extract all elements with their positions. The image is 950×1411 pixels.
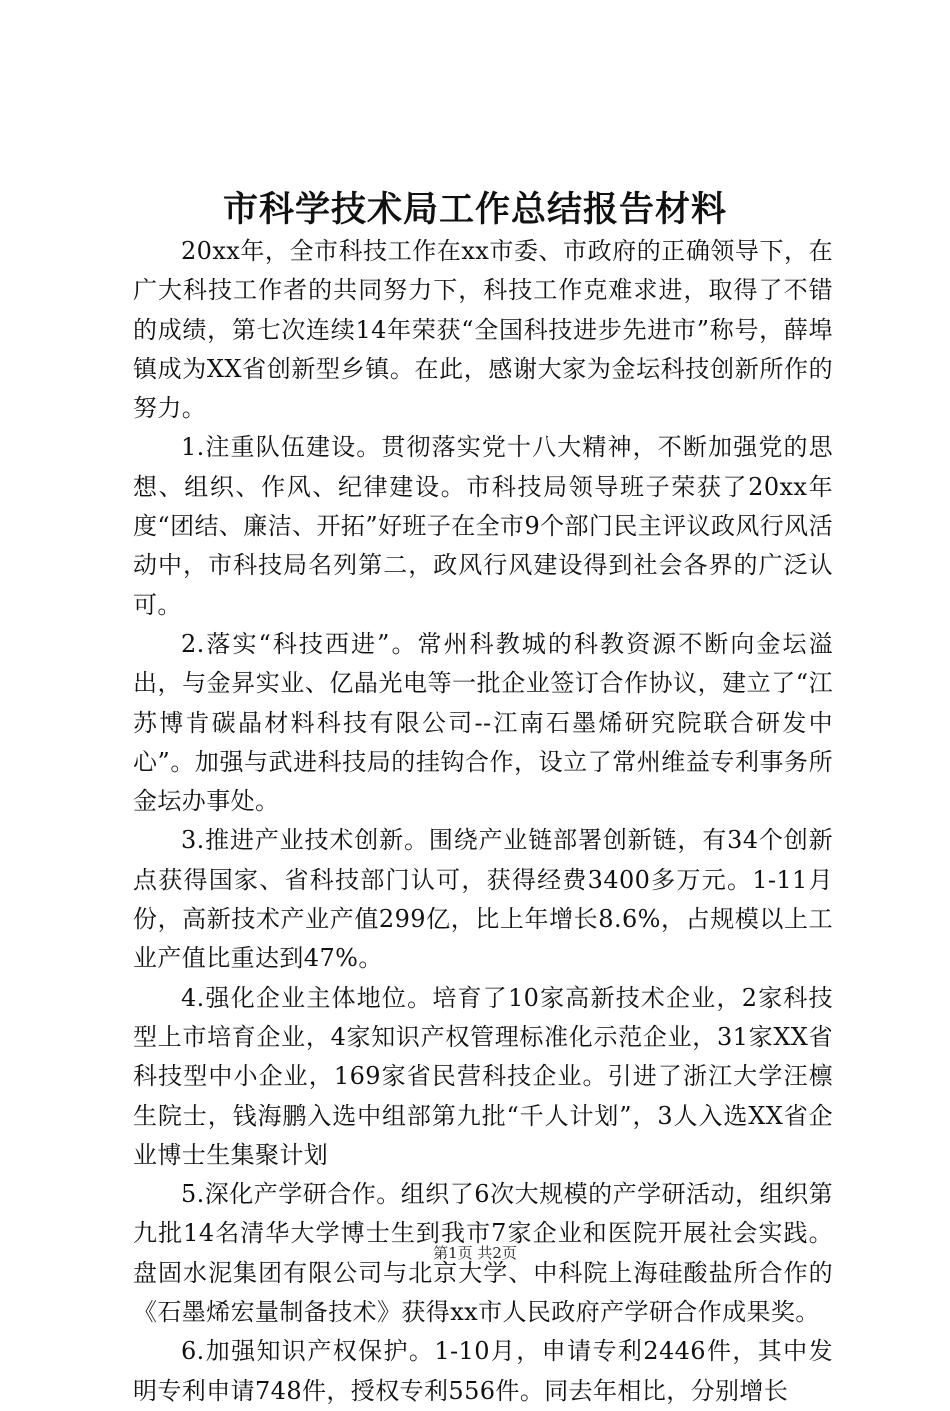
paragraph-industry-innovation: 3.推进产业技术创新。围绕产业链部署创新链，有34个创新点获得国家、省科技部门认可，获得经费3400多万元。1-11月份，高新技术产业产值299亿，比上年增长8.6%，占规模以上工业产值比重达到47%。 bbox=[133, 826, 833, 973]
paragraph-industry-academia: 5.深化产学研合作。组织了6次大规模的产学研活动，组织第九批14名清华大学博士生到我市7家企业和医院开展社会实践。盘固水泥集团有限公司与北京大学、中科院上海硅酸盐所合作的《石墨烯宏量制备技术》获得xx市人民政府产学研合作成果奖。 bbox=[133, 1180, 833, 1327]
document-title: 市科学技术局工作总结报告材料 bbox=[222, 190, 727, 230]
paragraph-tech-westward: 2.落实“科技西进”。常州科教城的科教资源不断向金坛溢出，与金昇实业、亿晶光电等一批企业签订合作协议，建立了“江苏博肯碳晶材料科技有限公司--江南石墨烯研究院联合研发中心”。加强与武进科技局的挂钩合作，设立了常州维益专利事务所金坛办事处。 bbox=[133, 629, 833, 816]
page-number-footer: 第1页 共2页 bbox=[433, 1244, 517, 1262]
paragraph-team-building: 1.注重队伍建设。贯彻落实党十八大精神，不断加强党的思想、组织、作风、纪律建设。市科技局领导班子荣获了20xx年度“团结、廉洁、开拓”好班子在全市9个部门民主评议政风行风活动中，市科技局名列第二，政风行风建设得到社会各界的广泛认可。 bbox=[133, 433, 833, 619]
paragraph-intro: 20xx年，全市科技工作在xx市委、市政府的正确领导下，在广大科技工作者的共同努力下，科技工作克难求进，取得了不错的成绩，第七次连续14年荣获“全国科技进步先进市”称号，薛埠镇成为XX省创新型乡镇。在此，感谢大家为金坛科技创新所作的努力。 bbox=[133, 237, 833, 423]
document-body bbox=[133, 232, 833, 1411]
paragraph-ip-protection: 6.加强知识产权保护。1-10月，申请专利2446件，其中发明专利申请748件，授权专利556件。同去年相比，分别增长 bbox=[133, 1337, 833, 1405]
paragraph-enterprise-role: 4.强化企业主体地位。培育了10家高新技术企业，2家科技型上市培育企业，4家知识产权管理标准化示范企业，31家XX省科技型中小企业，169家省民营科技企业。引进了浙江大学汪檩生院士，钱海鹏入选中组部第九批“千人计划”，3人入选XX省企业博士生集聚计划 bbox=[133, 983, 833, 1169]
